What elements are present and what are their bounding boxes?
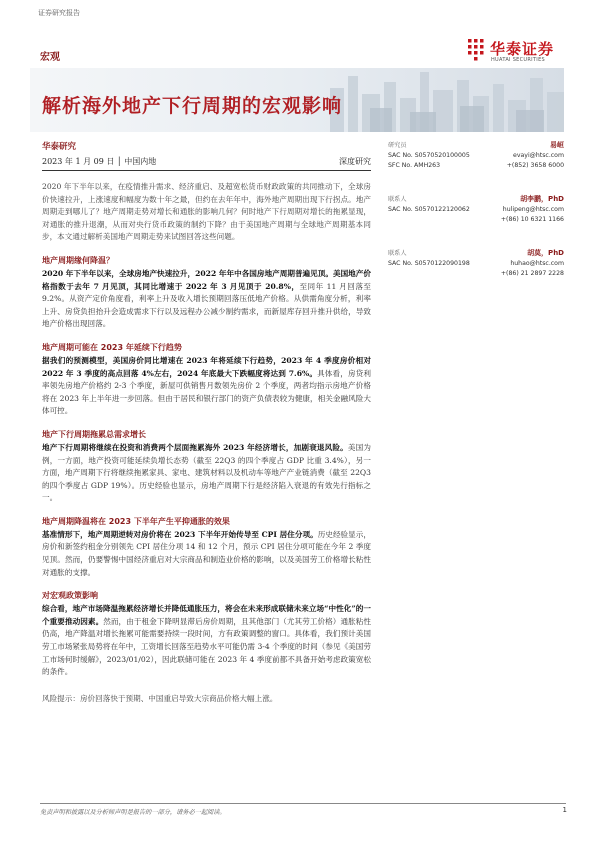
section-body-text: 历史经验显示，房价和新签约租金分别领先 CPI 居住分项 14 和 12 个月，预示 CPI 居住分项可能在今年 2 季度见顶。然而，仍要警惕中国经济重启对大宗商品和制造业价格的影响，以及美国劳工价格增长粘性对通胀的支撑。: [42, 529, 372, 577]
intro-paragraph: 2020 年下半年以来，在疫情推升需求、经济重启、及超宽松货币财政政策的共同推动下，全球房价快速拉升，上涨速度和幅度为数十年之最，但约在去年年中，海外地产周期出现下行拐点。地产周期走到哪儿了？地产周期走势对增长和通胀的影响几何？何时地产下行周期对增长的拖累显现，对通胀的推升退潮，从而对央行货币政策的制约下降？由于美国地产周期与全球地产周期基本同步，本文通过解析美国地产周期走势来试图回答这些问题。: [42, 182, 371, 242]
section-block: [42, 342, 371, 418]
analyst-phone: +(86) 10 6321 1166: [500, 216, 564, 223]
report-type-label: 证券研究报告: [38, 9, 80, 17]
section-tag: 宏观: [40, 52, 60, 63]
footer-divider: [40, 803, 566, 804]
analyst-email[interactable]: evayi@htsc.com: [513, 152, 564, 159]
section-paragraph: [42, 529, 371, 579]
section-body-text: 然而，由于租金下降明显滞后房价周期，且其他部门（尤其劳工价格）通胀粘性仍高，地产降温对增长拖累可能需要持续一段时间，方有政策调整的窗口。具体看，我们预计美国劳工市场紧张局势将在年中，工资增长回落至趋势水平可能仍需 3-4 个季度的时间（参见《美国劳工市场何时缓解》，2023/01/02），因此联储可能在 2023 年 4 季度前都不具备开始考虑政策宽松的条件。: [42, 616, 372, 677]
section-body-text: 美国为例，一方面，地产投资可能延续负增长态势（截至 22Q3 的四个季度占 GDP 比重 3.4%），另一方面，地产周期下行将继续拖累家具、家电、建筑材料以及机动车等地产产业链消费（截至 22Q3 的四个季度占 GDP 19%）。历史经验也显示，房地产周期下行是经济陷入衰退的有效先行指标之一。: [42, 442, 372, 503]
section-body-text: 至同年 11 月回落至 9.2%。从资产定价角度看，利率上升及收入增长预期回落压低地产价格。从供需角度分析，利率上升、房贷负担抬升会造成需求下行以及远程办公减少制约需求，而新屋库存回升推升供给，导致地产价格出现回落。: [42, 281, 371, 329]
report-date: 2023 年 1 月 09 日 │ 中国内地: [42, 157, 157, 166]
analyst-sfc-id: SFC No. AMH263: [388, 162, 441, 169]
analyst-role: 研究员: [388, 142, 407, 149]
section-block: [42, 590, 371, 679]
analyst-name: 胡李鹏，PhD: [520, 195, 564, 203]
section-block: [42, 429, 371, 505]
section-bold-text: 地产下行周期将继续在投资和消费两个层面拖累海外 2023 年经济增长，加剧衰退风险。: [42, 442, 348, 452]
risk-warning: 风险提示：房价回落快于预期、中国重启导致大宗商品价格大幅上涨。: [42, 693, 278, 703]
analyst-sac-id: SAC No. S0570122120062: [388, 206, 470, 213]
section-bold-text: 据我们的预测模型，美国房价同比增速在 2023 年将延续下行趋势，2023 年 4 季度房价相对 2022 年 3 季度的高点回落 4%左右，2024 年底最大下跌幅度将达到 7.6%。: [42, 355, 371, 378]
footer-disclaimer: 免责声明和披露以及分析师声明是报告的一部分，请务必一起阅读。: [40, 809, 226, 816]
dateline: [42, 156, 371, 171]
analyst-name: 胡莫，PhD: [527, 249, 564, 257]
analyst-name: 易峘: [550, 141, 564, 149]
section-block: [42, 516, 371, 579]
section-heading: 地产下行周期拖累总需求增长: [42, 429, 146, 439]
main-column: [42, 140, 371, 705]
report-category: 深度研究: [339, 157, 371, 166]
analyst-sac-id: SAC No. S0570122090198: [388, 260, 470, 267]
page-number: 1: [562, 806, 567, 814]
org-name: 华泰研究: [42, 142, 77, 152]
analyst-email[interactable]: huhao@htsc.com: [510, 260, 564, 267]
logo-text-cn: 华泰证券: [490, 40, 555, 58]
analyst-card: [388, 248, 564, 302]
page-title: 解析海外地产下行周期的宏观影响: [42, 95, 343, 117]
section-paragraph: [42, 603, 371, 679]
analyst-phone: +(86) 21 2897 2228: [500, 270, 564, 277]
section-heading: 地产周期可能在 2023 年延续下行趋势: [42, 342, 182, 352]
section-paragraph: [42, 355, 371, 418]
huatai-logo: [466, 36, 566, 66]
section-body-text: 具体看，房贷利率领先房地产价格约 2-3 个季度，新屋可供销售月数领先房价 2 个季度，两者均指示房地产价格将在 2023 年上半年进一步回落。但由于居民和银行部门的资产负债表较为健康，相关金融风险大体可控。: [42, 368, 372, 416]
section-bold-text: 2020 年下半年以来，全球房地产快速拉升，2022 年年中各国房地产周期普遍见顶。美国地产价格指数于去年 7 月见顶，其同比增速于 2022 年 3 月见顶于 20.8%，: [42, 268, 371, 291]
analyst-role: 联系人: [388, 196, 407, 203]
analyst-card: [388, 140, 564, 194]
analyst-card: [388, 194, 564, 248]
section-heading: 对宏观政策影响: [42, 591, 98, 601]
section-block: [42, 255, 371, 331]
analyst-phone: +(852) 3658 6000: [506, 162, 564, 169]
huatai-logo-icon: [466, 39, 486, 61]
logo-text-en: HUATAI SECURITIES: [491, 57, 545, 63]
analyst-role: 联系人: [388, 250, 407, 257]
section-heading: 地产周期缘何降温？: [42, 255, 114, 265]
section-bold-text: 基准情形下，地产周期逆转对房价将在 2023 下半年开始传导至 CPI 居住分项。: [42, 529, 318, 539]
section-paragraph: [42, 268, 371, 331]
analyst-column: [388, 140, 564, 302]
section-heading: 地产周期降温将在 2023 下半年产生平抑通胀的效果: [42, 516, 230, 526]
section-paragraph: [42, 442, 371, 505]
analyst-email[interactable]: hulipeng@htsc.com: [502, 206, 564, 213]
analyst-sac-id: SAC No. S0570520100005: [388, 152, 470, 159]
section-bold-text: 综合看，地产市场降温拖累经济增长并降低通胀压力，将会在未来形成联储未来立场“中性化”的一个重要推动因素。: [42, 604, 371, 626]
title-banner: [30, 68, 564, 132]
